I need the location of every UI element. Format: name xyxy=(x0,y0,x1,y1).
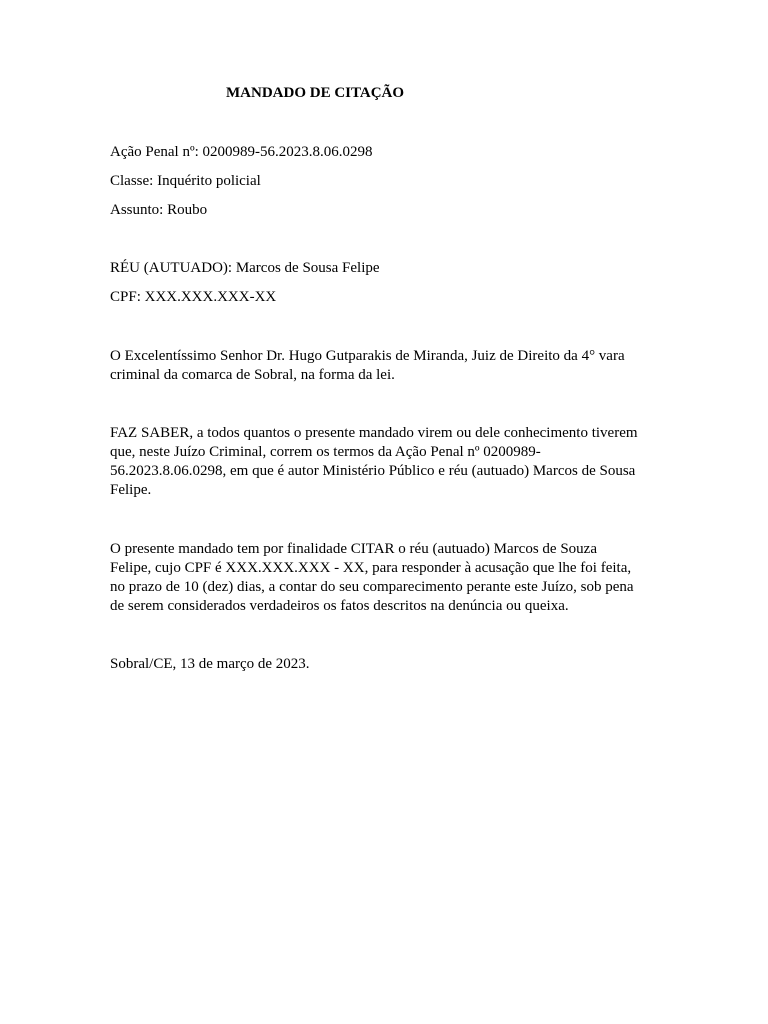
judge-paragraph xyxy=(110,347,658,385)
faz-saber-paragraph xyxy=(110,424,658,500)
paragraph-line: no prazo de 10 (dez) dias, a contar do seu comparecimento perante este Juízo, sob pena xyxy=(110,579,634,595)
paragraph-line: O presente mandado tem por finalidade CITAR o réu (autuado) Marcos de Souza xyxy=(110,541,597,557)
paragraph-line: FAZ SABER, a todos quantos o presente mandado virem ou dele conhecimento tiverem xyxy=(110,425,638,441)
defendant-name: RÉU (AUTUADO): Marcos de Sousa Felipe xyxy=(110,260,380,276)
paragraph-line: de serem considerados verdadeiros os fatos descritos na denúncia ou queixa. xyxy=(110,598,569,614)
paragraph-line: 56.2023.8.06.0298, em que é autor Ministério Público e réu (autuado) Marcos de Sousa xyxy=(110,463,636,479)
case-subject: Assunto: Roubo xyxy=(110,202,208,218)
case-class: Classe: Inquérito policial xyxy=(110,173,261,189)
paragraph-line: Felipe. xyxy=(110,482,152,498)
defendant-cpf: CPF: XXX.XXX.XXX-XX xyxy=(110,289,277,305)
paragraph-line: que, neste Juízo Criminal, correm os termos da Ação Penal nº 0200989- xyxy=(110,444,541,460)
paragraph-line: Felipe, cujo CPF é XXX.XXX.XXX - XX, para responder à acusação que lhe foi feita, xyxy=(110,560,632,576)
document-title: MANDADO DE CITAÇÃO xyxy=(226,85,405,101)
case-number: Ação Penal nº: 0200989-56.2023.8.06.0298 xyxy=(110,144,373,160)
citation-paragraph xyxy=(110,540,658,616)
paragraph-line: criminal da comarca de Sobral, na forma da lei. xyxy=(110,367,395,383)
date-line: Sobral/CE, 13 de março de 2023. xyxy=(110,656,310,672)
paragraph-line: O Excelentíssimo Senhor Dr. Hugo Gutparakis de Miranda, Juiz de Direito da 4° vara xyxy=(110,348,625,364)
